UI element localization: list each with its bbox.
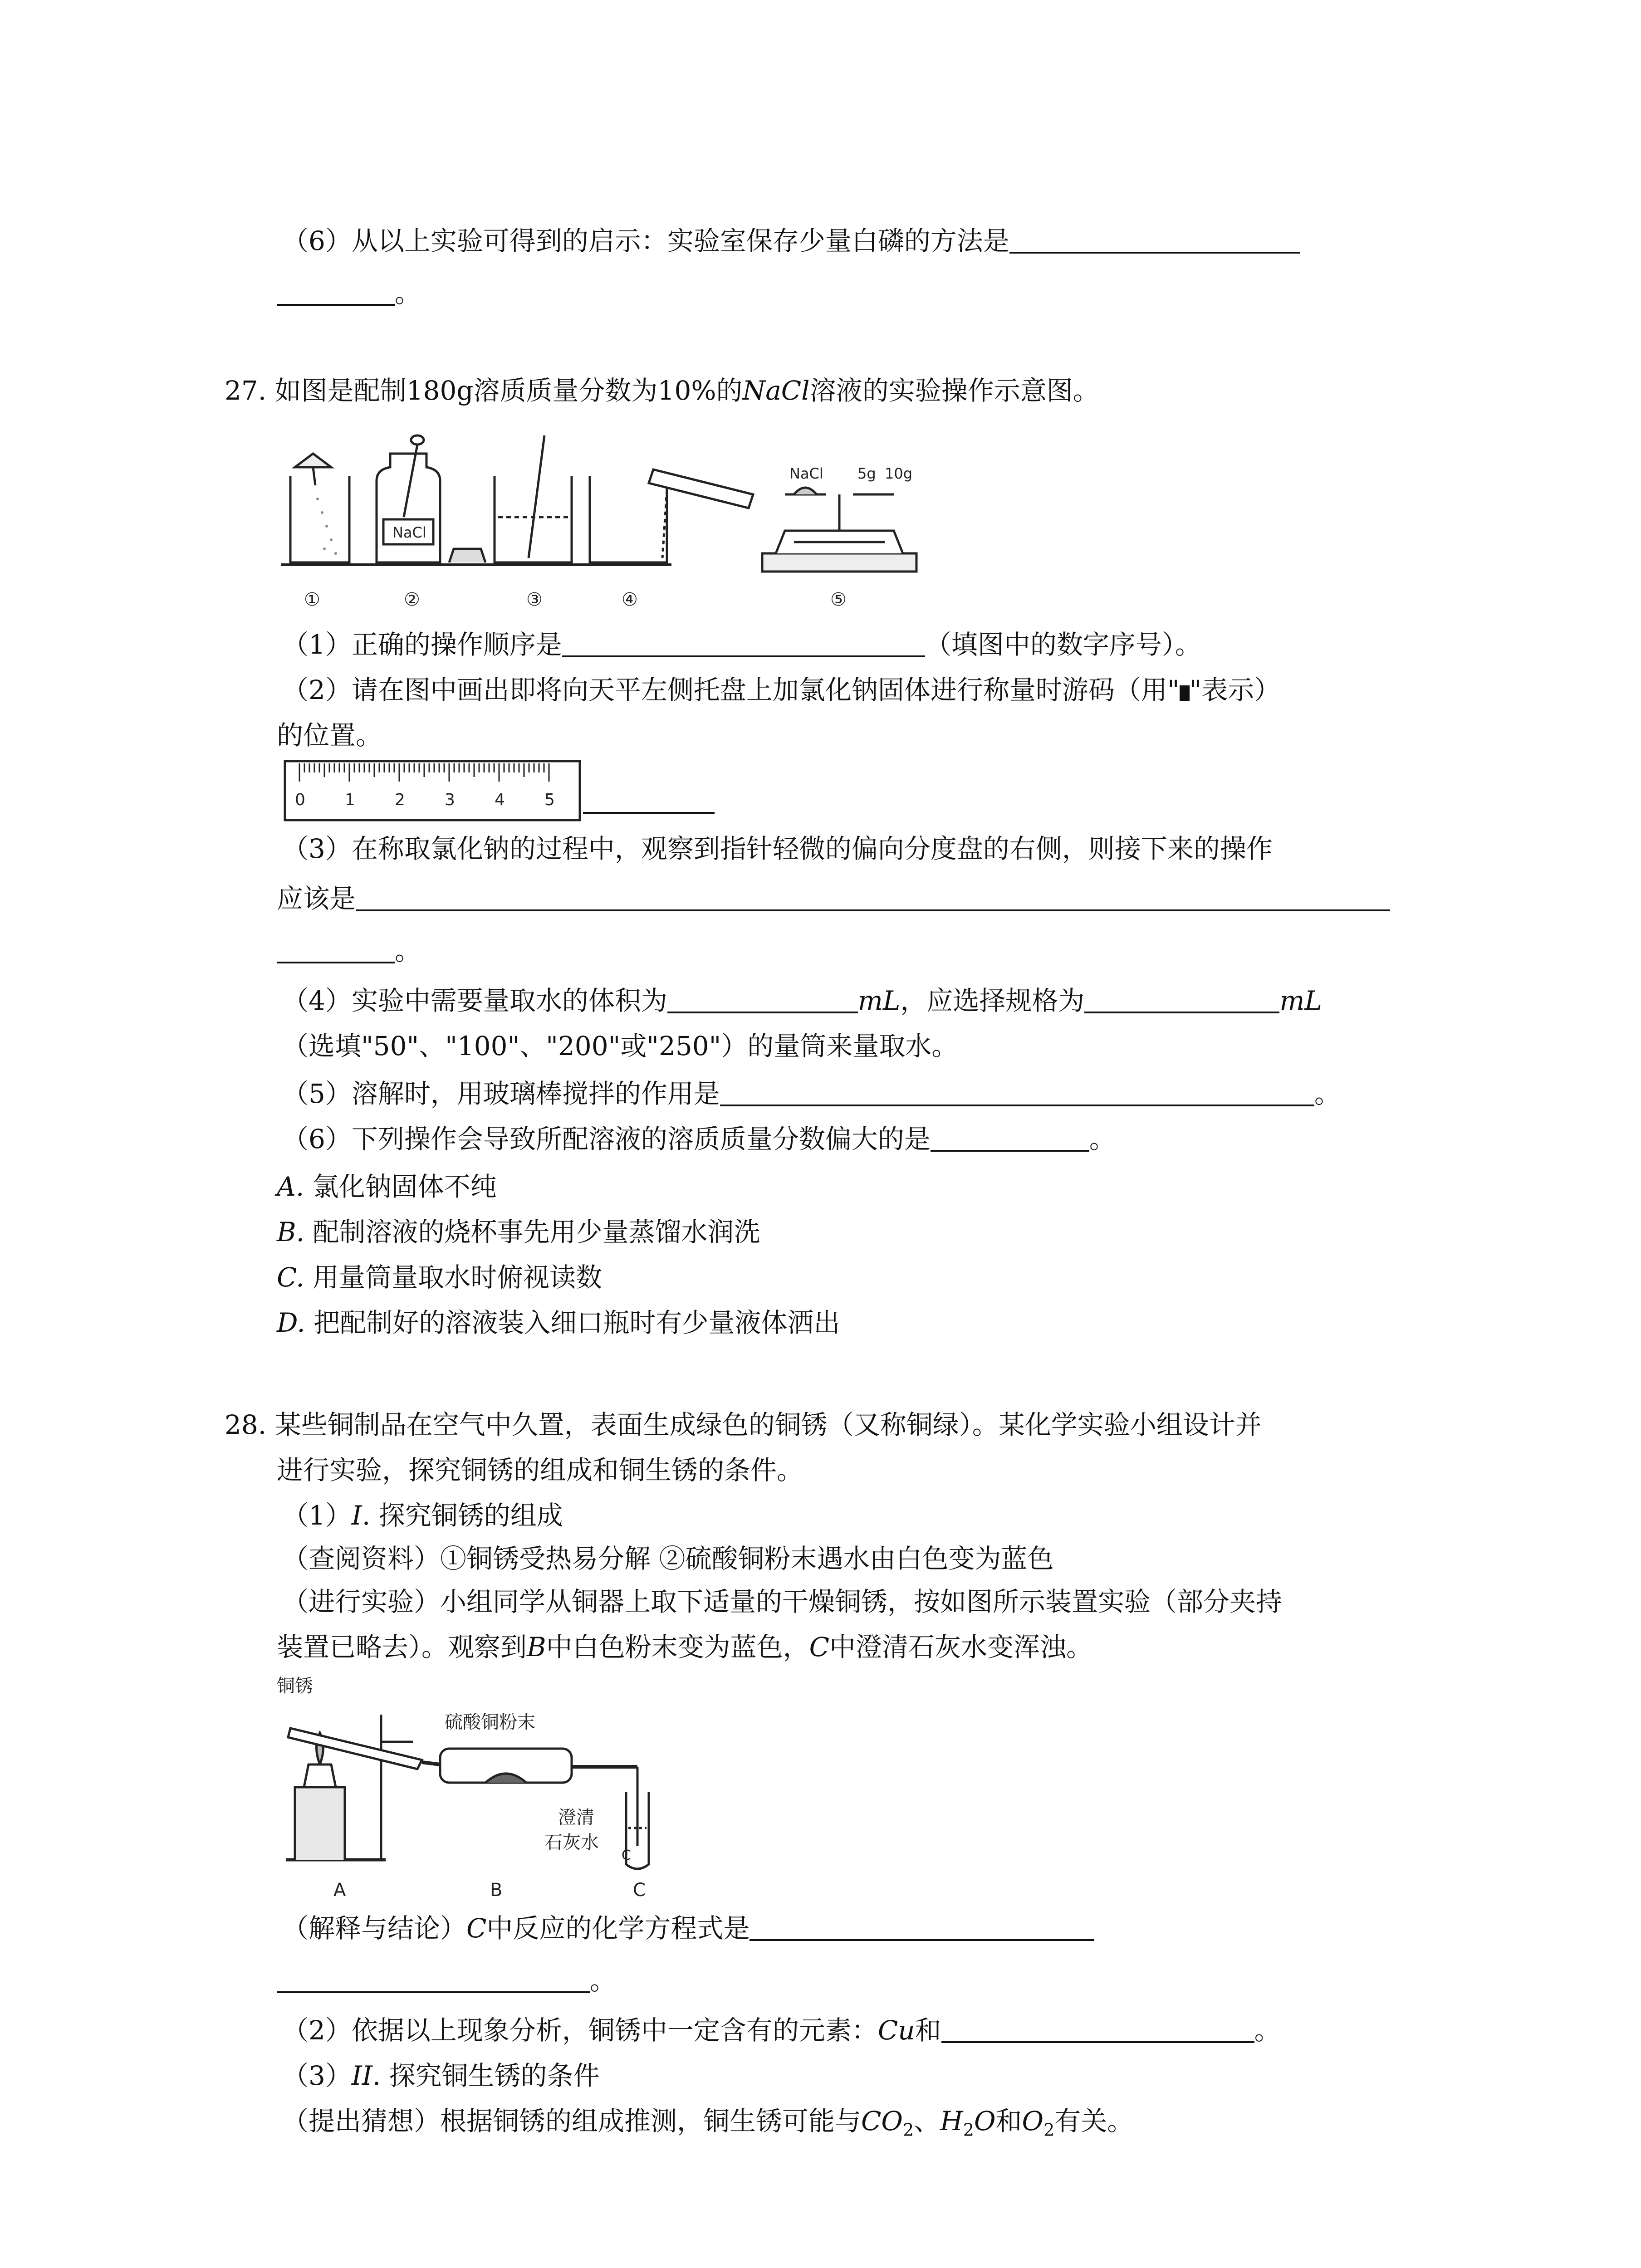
q28-experiment-line1: （进行实验）小组同学从铜器上取下适量的干燥铜锈，按如图所示装置实验（部分夹持 [282,1586,1283,1617]
ruler-number: 4 [495,791,505,809]
q26-part6-line1: （6）从以上实验可得到的启示：实验室保存少量白磷的方法是 [282,225,1300,258]
q28-hypothesis: （提出猜想）根据铜锈的组成推测，铜生锈可能与$CO_2$、$H_2O$和$O_2$有关。 [282,2106,1134,2140]
answer-blank[interactable] [667,984,858,1013]
ruler-number: 3 [445,791,455,809]
q28-part3-title: （3）II. 探究铜生锈的条件 [282,2060,600,2091]
answer-blank[interactable] [277,1964,590,1993]
q26-part6-line2: 。 [277,277,421,310]
answer-blank[interactable] [562,628,925,657]
q28-experiment-line2: 装置已略去）。观察到B中白色粉末变为蓝色，C中澄清石灰水变浑浊。 [277,1632,1093,1662]
solution-preparation-figure [281,426,962,617]
label-c: C [633,1880,646,1901]
ruler-number: 2 [395,791,405,809]
step-label-1: ① [304,589,320,610]
q27-part5: （5）溶解时，用玻璃棒搅拌的作用是 。 [282,1078,1341,1109]
q28-reference-line: （查阅资料）①铜锈受热易分解 ②硫酸铜粉末遇水由白色变为蓝色 [282,1543,1054,1574]
answer-blank[interactable] [1084,984,1279,1013]
label-lime-1: 澄清 [558,1807,594,1828]
label-lime-2: 石灰水 [544,1832,599,1853]
copper-rust-apparatus-figure [277,1674,685,1905]
answer-blank[interactable] [277,277,395,306]
q27-option-a[interactable]: A. 氯化钠固体不纯 [277,1171,497,1202]
label-copper-sulfate: 硫酸铜粉末 [445,1712,535,1733]
q27-part3-line1: （3）在称取氯化钠的过程中，观察到指针轻微的偏向分度盘的右侧，则接下来的操作 [282,833,1273,864]
rider-ruler[interactable] [284,760,583,823]
step-label-2: ② [404,589,420,610]
q27-part2-line1: （2）请在图中画出即将向天平左侧托盘上加氯化钠固体进行称量时游码（用" "表示） [282,675,1281,705]
q28-stem-line2: 进行实验，探究铜锈的组成和铜生锈的条件。 [277,1455,803,1486]
q28-conclusion-line2: 。 [277,1964,616,1997]
q27-part1: （1）正确的操作顺序是 （填图中的数字序号）。 [282,629,1201,660]
answer-blank[interactable] [277,934,395,963]
q27-option-c[interactable]: C. 用量筒量取水时俯视读数 [277,1262,603,1293]
label-c-small: C [622,1848,631,1863]
answer-blank[interactable] [941,2014,1254,2043]
step-label-5: ⑤ [830,589,847,610]
q27-part3-line2: 应该是 [277,882,1390,915]
answer-blank[interactable] [356,882,1390,911]
q28-part1-title: （1）I. 探究铜锈的组成 [282,1500,563,1531]
answer-blank[interactable] [749,1912,1094,1941]
q27-option-b[interactable]: B. 配制溶液的烧杯事先用少量蒸馏水润洗 [277,1217,760,1247]
q27-part3-line3: 。 [277,934,421,968]
weight-5g-label: 5g [857,465,876,482]
label-b: B [490,1880,503,1901]
step-label-3: ③ [526,589,543,610]
ruler-answer-blank [583,785,715,818]
q27-option-d[interactable]: D. 把配制好的溶液装入细口瓶时有少量液体洒出 [277,1307,840,1338]
answer-blank[interactable] [720,1077,1314,1106]
q27-part4-line2: （选填"50"、"100"、"200"或"250"）的量筒来量取水。 [282,1031,958,1061]
answer-blank[interactable] [583,785,715,814]
rider-marker-icon [1180,685,1190,701]
q28-conclusion-line1: （解释与结论）C中反应的化学方程式是 [282,1912,1094,1945]
balance-nacl-label: NaCl [789,465,823,482]
q28-stem-line1: 28. 某些铜制品在空气中久置，表面生成绿色的铜锈（又称铜绿）。某化学实验小组设计并 [225,1409,1262,1440]
q27-part4-line1: （4）实验中需要量取水的体积为 mL，应选择规格为 mL [282,985,1322,1016]
q27-stem: 27. 如图是配制180g溶质质量分数为10%的NaCl溶液的实验操作示意图。 [225,375,1099,406]
bottle-label: NaCl [392,524,426,541]
answer-blank[interactable] [1009,225,1300,254]
label-a: A [333,1880,346,1901]
ruler-number: 0 [295,791,305,809]
weight-10g-label: 10g [885,465,913,482]
ruler-number: 1 [345,791,355,809]
q28-part2: （2）依据以上现象分析，铜锈中一定含有的元素：Cu和 。 [282,2015,1281,2046]
q27-part6: （6）下列操作会导致所配溶液的溶质质量分数偏大的是 。 [282,1124,1116,1154]
answer-blank[interactable] [931,1123,1089,1152]
ruler-number: 5 [544,791,555,809]
step-label-4: ④ [622,589,638,610]
q27-part2-line2: 的位置。 [277,720,382,751]
label-rust: 铜锈 [277,1676,313,1696]
